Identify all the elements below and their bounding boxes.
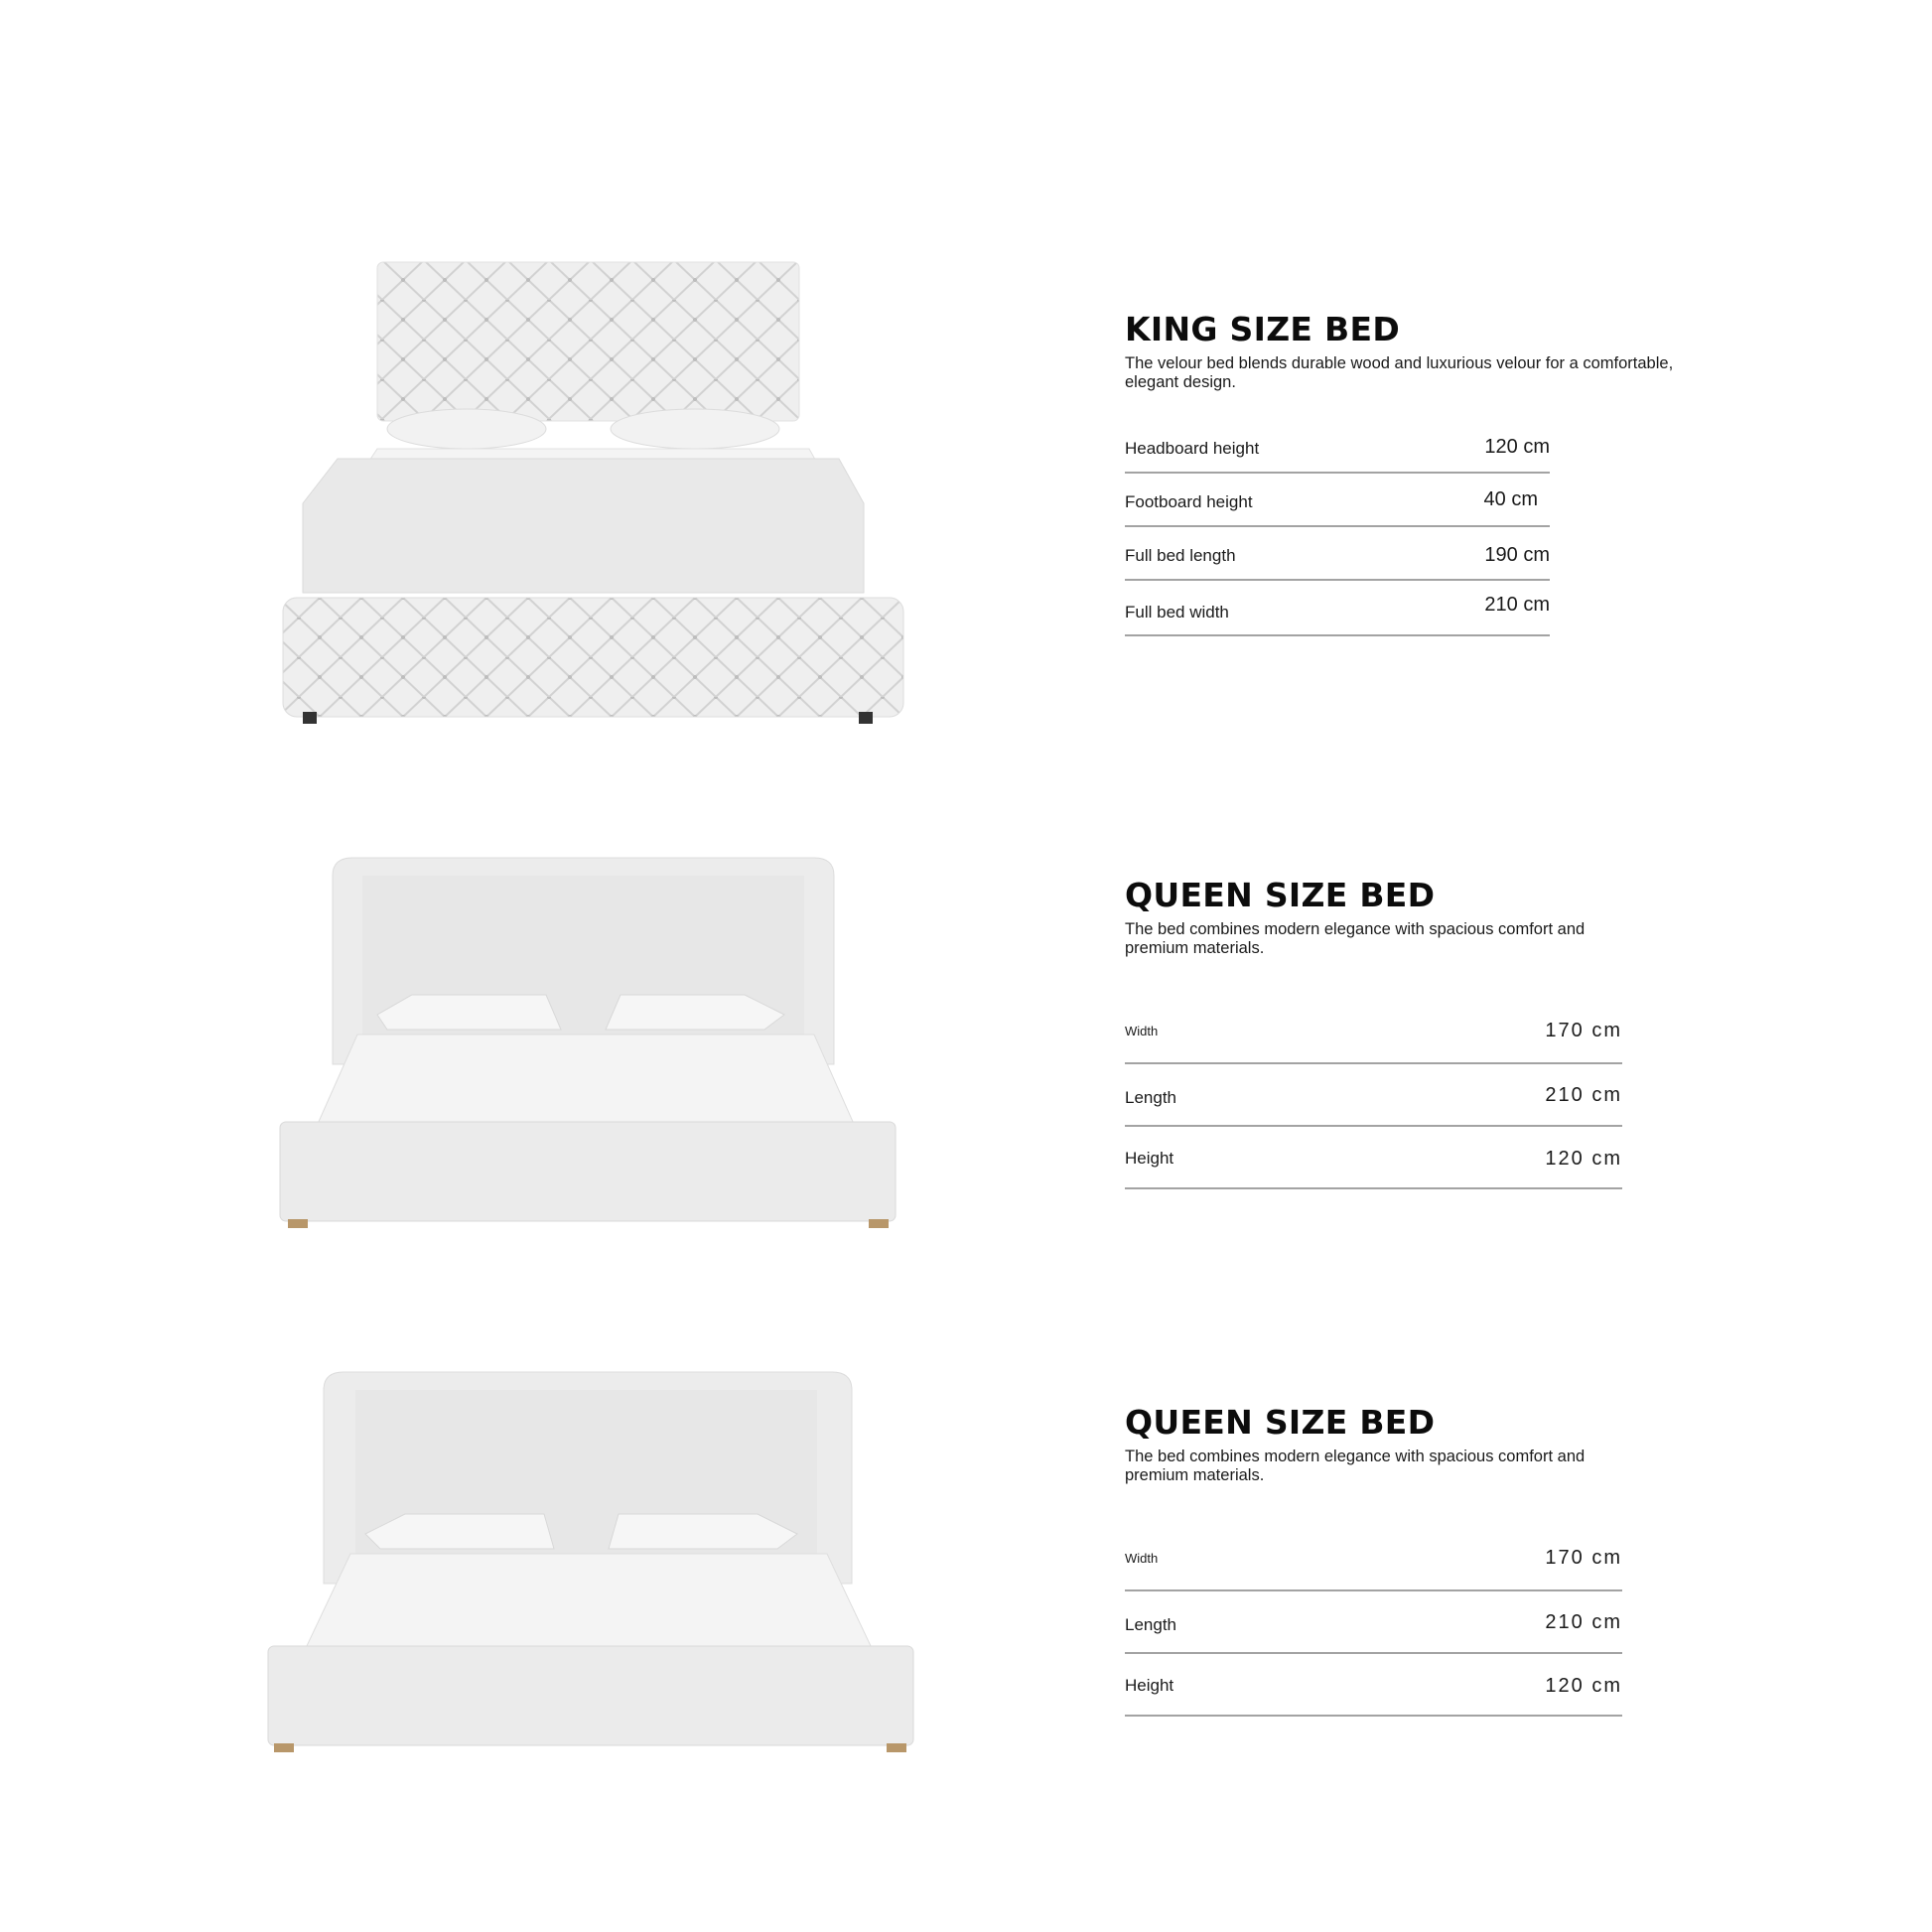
spec-row xyxy=(1125,1127,1622,1189)
spec-label: Width xyxy=(1125,1024,1159,1038)
spec-label: Full bed width xyxy=(1125,603,1229,621)
queen-bed-image xyxy=(266,1370,916,1759)
spec-value: 120 cm xyxy=(1545,1675,1622,1697)
spec-label: Height xyxy=(1125,1149,1174,1168)
spec-row xyxy=(1125,1064,1622,1127)
spec-value: 190 cm xyxy=(1484,544,1550,566)
spec-label: Height xyxy=(1125,1676,1174,1695)
spec-value: 170 cm xyxy=(1545,1547,1622,1569)
spec-table xyxy=(1125,1010,1622,1189)
spec-row xyxy=(1125,426,1550,474)
spec-label: Footboard height xyxy=(1125,492,1253,511)
king-bed-image xyxy=(278,260,913,727)
spec-label: Full bed length xyxy=(1125,546,1236,565)
product-title: QUEEN SIZE BED xyxy=(1125,876,1436,914)
product-description: The bed combines modern elegance with spacious comfort and premium materials. xyxy=(1125,1448,1586,1484)
spec-value: 210 cm xyxy=(1545,1084,1622,1106)
spec-value: 210 cm xyxy=(1484,594,1550,616)
spec-label: Length xyxy=(1125,1615,1176,1634)
spec-row xyxy=(1125,527,1550,581)
spec-row xyxy=(1125,1537,1622,1591)
product-description: The bed combines modern elegance with spacious comfort and premium materials. xyxy=(1125,920,1586,957)
spec-table xyxy=(1125,1537,1622,1717)
spec-value: 170 cm xyxy=(1545,1020,1622,1041)
spec-table xyxy=(1125,426,1550,636)
king-bed-info xyxy=(1125,310,1721,621)
spec-row xyxy=(1125,581,1550,636)
queen-bed-info xyxy=(1125,876,1622,1170)
spec-value: 210 cm xyxy=(1545,1611,1622,1633)
spec-value: 120 cm xyxy=(1484,436,1550,458)
spec-label: Length xyxy=(1125,1088,1176,1107)
queen-bed-image xyxy=(278,856,898,1233)
queen-bed-info xyxy=(1125,1403,1622,1697)
product-title: KING SIZE BED xyxy=(1125,310,1401,348)
spec-row xyxy=(1125,1591,1622,1654)
spec-value: 120 cm xyxy=(1545,1148,1622,1170)
spec-row xyxy=(1125,1654,1622,1717)
spec-value: 40 cm xyxy=(1483,488,1538,510)
spec-label: Headboard height xyxy=(1125,439,1260,458)
spec-label: Width xyxy=(1125,1551,1159,1566)
product-title: QUEEN SIZE BED xyxy=(1125,1403,1436,1442)
spec-row xyxy=(1125,474,1550,527)
spec-row xyxy=(1125,1010,1622,1064)
product-description: The velour bed blends durable wood and luxurious velour for a comfortable, elegant design. xyxy=(1125,354,1674,391)
